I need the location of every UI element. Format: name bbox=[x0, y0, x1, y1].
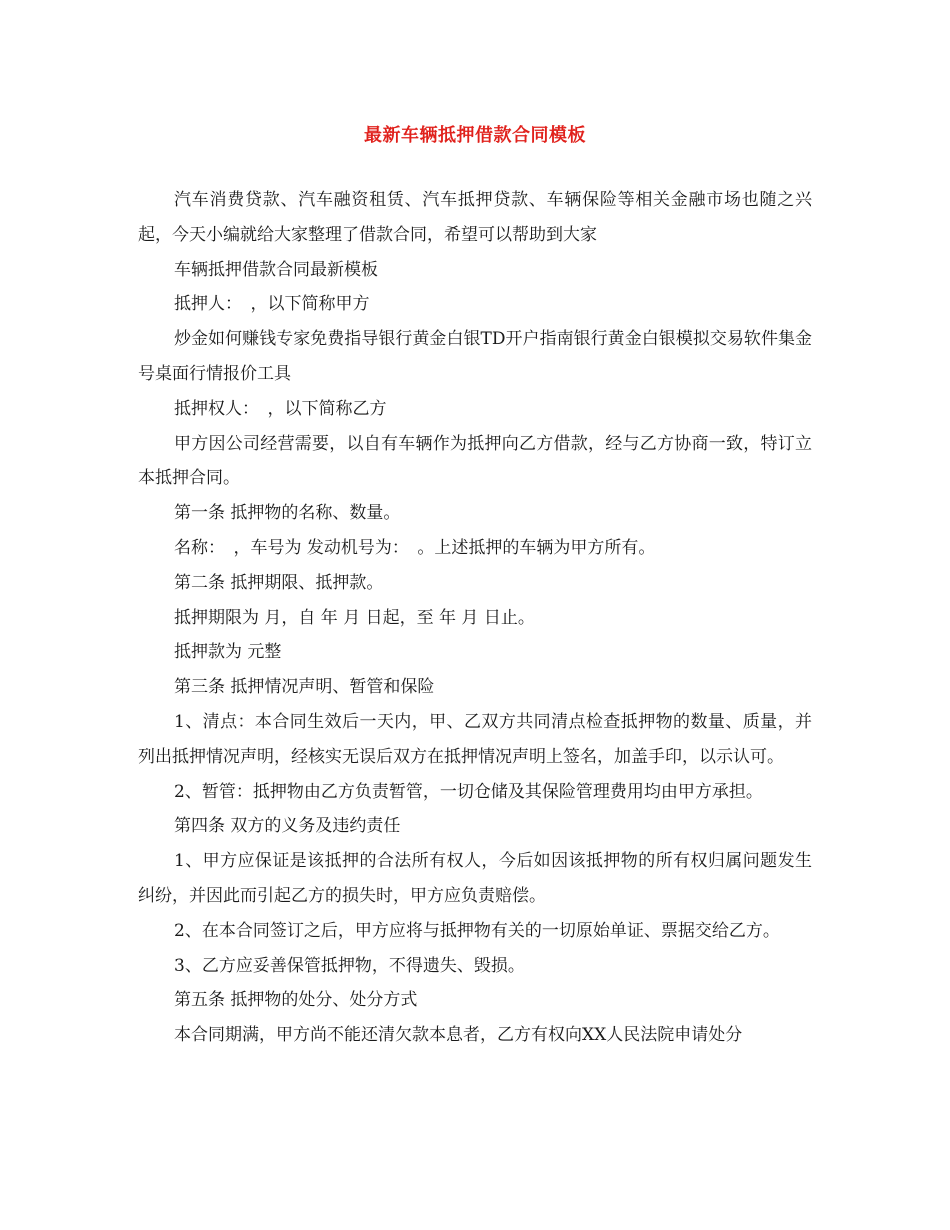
article-2-heading: 第二条 抵押期限、抵押款。 bbox=[174, 572, 384, 593]
article-3-heading: 第三条 抵押情况声明、暂管和保险 bbox=[174, 677, 435, 698]
paragraph-mortgagor: 抵押人： ，以下简称甲方 bbox=[174, 294, 370, 315]
document-body bbox=[138, 183, 812, 1053]
paragraph-intro: 汽车消费贷款、汽车融资租赁、汽车抵押贷款、车辆保险等相关金融市场也随之兴起，今天小编就给大家整理了借款合同，希望可以帮助到大家 bbox=[138, 190, 812, 245]
paragraph-mortgagee: 抵押权人： ，以下简称乙方 bbox=[174, 398, 387, 419]
document-title: 最新车辆抵押借款合同模板 bbox=[364, 125, 586, 146]
paragraph-subtitle: 车辆抵押借款合同最新模板 bbox=[174, 259, 378, 280]
article-2-amount: 抵押款为 元整 bbox=[174, 642, 282, 663]
article-3-item-2: 2、暂管：抵押物由乙方负责暂管，一切仓储及其保险管理费用均由甲方承担。 bbox=[174, 781, 763, 802]
paragraph-ad: 炒金如何赚钱专家免费指导银行黄金白银TD开户指南银行黄金白银模拟交易软件集金号桌面行情报价工具 bbox=[138, 329, 812, 384]
article-5-text: 本合同期满，甲方尚不能还清欠款本息者，乙方有权向XX人民法院申请处分 bbox=[174, 1025, 743, 1046]
article-4-heading: 第四条 双方的义务及违约责任 bbox=[174, 816, 401, 837]
article-4-item-2: 2、在本合同签订之后，甲方应将与抵押物有关的一切原始单证、票据交给乙方。 bbox=[174, 920, 780, 941]
article-4-item-3: 3、乙方应妥善保管抵押物，不得遗失、毁损。 bbox=[174, 955, 525, 976]
article-3-item-1: 1、清点：本合同生效后一天内，甲、乙双方共同清点检查抵押物的数量、质量，并列出抵押情况声明，经核实无误后双方在抵押情况声明上签名，加盖手印，以示认可。 bbox=[138, 711, 812, 767]
paragraph-preamble: 甲方因公司经营需要，以自有车辆作为抵押向乙方借款，经与乙方协商一致，特订立本抵押合同。 bbox=[138, 433, 812, 489]
article-4-item-1: 1、甲方应保证是该抵押的合法所有权人，今后如因该抵押物的所有权归属问题发生纠纷，并因此而引起乙方的损失时，甲方应负责赔偿。 bbox=[138, 851, 812, 906]
article-2-term: 抵押期限为 月，自 年 月 日起，至 年 月 日止。 bbox=[174, 607, 535, 628]
article-5-heading: 第五条 抵押物的处分、处分方式 bbox=[174, 990, 418, 1011]
article-1-heading: 第一条 抵押物的名称、数量。 bbox=[174, 503, 401, 524]
article-1-text: 名称： ，车号为 发动机号为： 。上述抵押的车辆为甲方所有。 bbox=[174, 537, 656, 558]
